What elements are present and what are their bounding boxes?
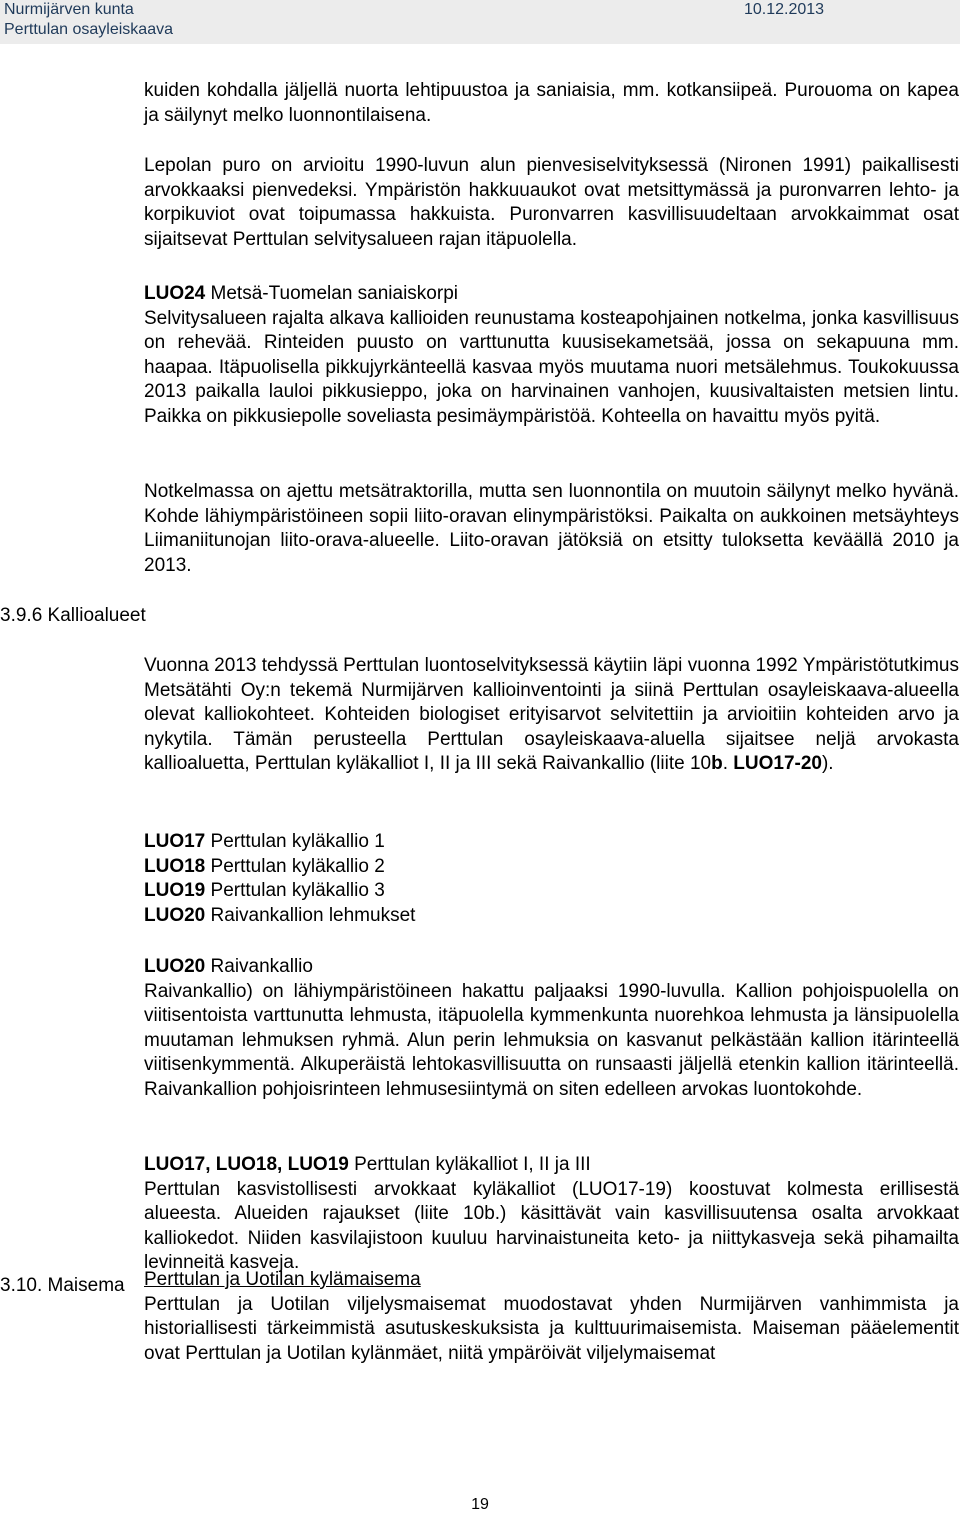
page-number: 19 xyxy=(471,1496,489,1513)
paragraph-notkelma: Notkelmassa on ajettu metsätraktorilla, mutta sen luonnontila on muutoin säilynyt melko hyvänä. Kohde lähiympäristöineen sopii liito-oravan elinympäristöksi. Paikalta on aukkoinen metsäyhteys Liimaniitunojan liito-orava-alueelle. Liito-oravan jätöksiä on etsitty tuloksetta keväällä 2010 ja 2013. xyxy=(144,481,959,576)
luo-list xyxy=(144,830,959,928)
luo24-heading: LUO24 Metsä-Tuomelan saniaiskorpi xyxy=(144,283,458,304)
page-header xyxy=(0,0,960,60)
luo20-section xyxy=(144,955,959,1102)
header-doc-title: Perttulan osayleiskaava xyxy=(4,21,173,38)
maisema-body: Perttulan ja Uotilan viljelysmaisemat muodostavat yhden Nurmijärven vanhimmista ja historiallisesti tärkeimmistä asutuskeskuksista ja kulttuurimaisemista. Maiseman pääelementit ovat Perttulan ja Uotilan kylänmäet, niitä ympäröivät viljelymaisemat xyxy=(144,1293,959,1364)
header-date: 10.12.2013 xyxy=(744,1,825,18)
list-item: LUO20 Raivankallion lehmukset xyxy=(144,904,416,926)
header-left xyxy=(4,0,173,40)
luo17-19-body: Perttulan kasvistollisesti arvokkaat kyläkalliot (LUO17-19) koostuvat kolmesta erillisestä alueesta. Alueiden rajaukset (liite 10b.) käsittävät vain kasvillisuutensa osalta arvokkaat kalliokedot. Niiden kasvilajistoon kuuluu harvinaistuneita keto- ja niittykasveja sekä pihamailta levinneitä kasveja. xyxy=(144,1178,959,1273)
luo17-19-section xyxy=(144,1153,959,1276)
list-item: LUO18 Perttulan kyläkallio 2 xyxy=(144,855,385,877)
maisema-section xyxy=(144,1268,959,1366)
list-item: LUO17 Perttulan kyläkallio 1 xyxy=(144,831,385,852)
luo20-body: Raivankallio) on lähiympäristöineen hakattu paljaaksi 1990-luvulla. Kallion pohjoispuolella on viitisentoista varttunutta lehmusta, itäpuolella kymmenkunta nuorehkoa lehmusta ja länsipuolella muutaman lehmuksen ryhmä. Alun perin lehmuksia on kasvanut pelkästään kallion itärinteellä viitisenkymmentä. Alkuperäistä lehtokasvillisuutta on runsaasti jäljellä etenkin kallion itärinteellä. Raivankallion pohjoisrinteen lehmusesiintymä on siten edelleen arvokas luontokohde. xyxy=(144,980,959,1100)
luo17-19-heading: LUO17, LUO18, LUO19 Perttulan kyläkalliot I, II ja III xyxy=(144,1154,591,1175)
maisema-subheading: Perttulan ja Uotilan kylämaisema xyxy=(144,1269,421,1290)
paragraph-2: Lepolan puro on arvioitu 1990-luvun alun pienvesiselvityksessä (Nironen 1991) paikallisesti arvokkaaksi pienvedeksi. Ympäristön hakkuuaukot ovat metsittymässä ja puronvarren lehto- ja korpikuviot ovat toipumassa hakkuista. Puronvarren kasvillisuudeltaan arvokkaimmat osat sijaitsevat Perttulan selvitysalueen rajan itäpuolella. xyxy=(144,155,959,250)
section-heading-kallioalueet: 3.9.6 Kallioalueet xyxy=(0,605,146,626)
paragraph-kallioalueet: Vuonna 2013 tehdyssä Perttulan luontoselvityksessä käytiin läpi vuonna 1992 Ympäristötutkimus Metsätähti Oy:n tekemä Nurmijärven kallioinventointi ja siinä Perttulan osayleiskaava-alueella olevat kalliokohteet. Kohteiden biologiset erityisarvot selvitettiin ja arvioitiin kohteiden arvo ja nykytila. Tämän perusteella Perttulan osayleiskaava-aluella sijaitsee neljä arvokasta kallioaluetta, Perttulan kyläkalliot I, II ja III sekä Raivankallio (liite 10b. LUO17-20). xyxy=(144,655,959,774)
luo24-body: Selvitysalueen rajalta alkava kallioiden reunustama kosteapohjainen notkelma, jonka kasvillisuus on rehevää. Rinteiden puusto on varttunutta kuusisekametsää, jossa on sekapuuna mm. haapaa. Itäpuolisella pikkujyrkänteellä kasvaa myös muutama nuori metsälehmus. Toukokuussa 2013 paikalla lauloi pikkusieppo, joka on harvinainen vanhojen, kuusivaltaisten metsien lintu. Paikka on pikkusiepolle soveliasta pesimäympäristöä. Kohteella on havaittu myös pyitä. xyxy=(144,307,959,427)
header-org: Nurmijärven kunta xyxy=(4,1,134,18)
list-item: LUO19 Perttulan kyläkallio 3 xyxy=(144,880,385,901)
paragraph-1: kuiden kohdalla jäljellä nuorta lehtipuustoa ja saniaisia, mm. kotkansiipeä. Purouoma on kapea ja säilynyt melko luonnontilaisena. xyxy=(144,80,959,126)
luo24-section xyxy=(144,282,959,429)
section-heading-maisema: 3.10. Maisema xyxy=(0,1275,125,1296)
luo20-heading: LUO20 Raivankallio xyxy=(144,956,313,977)
